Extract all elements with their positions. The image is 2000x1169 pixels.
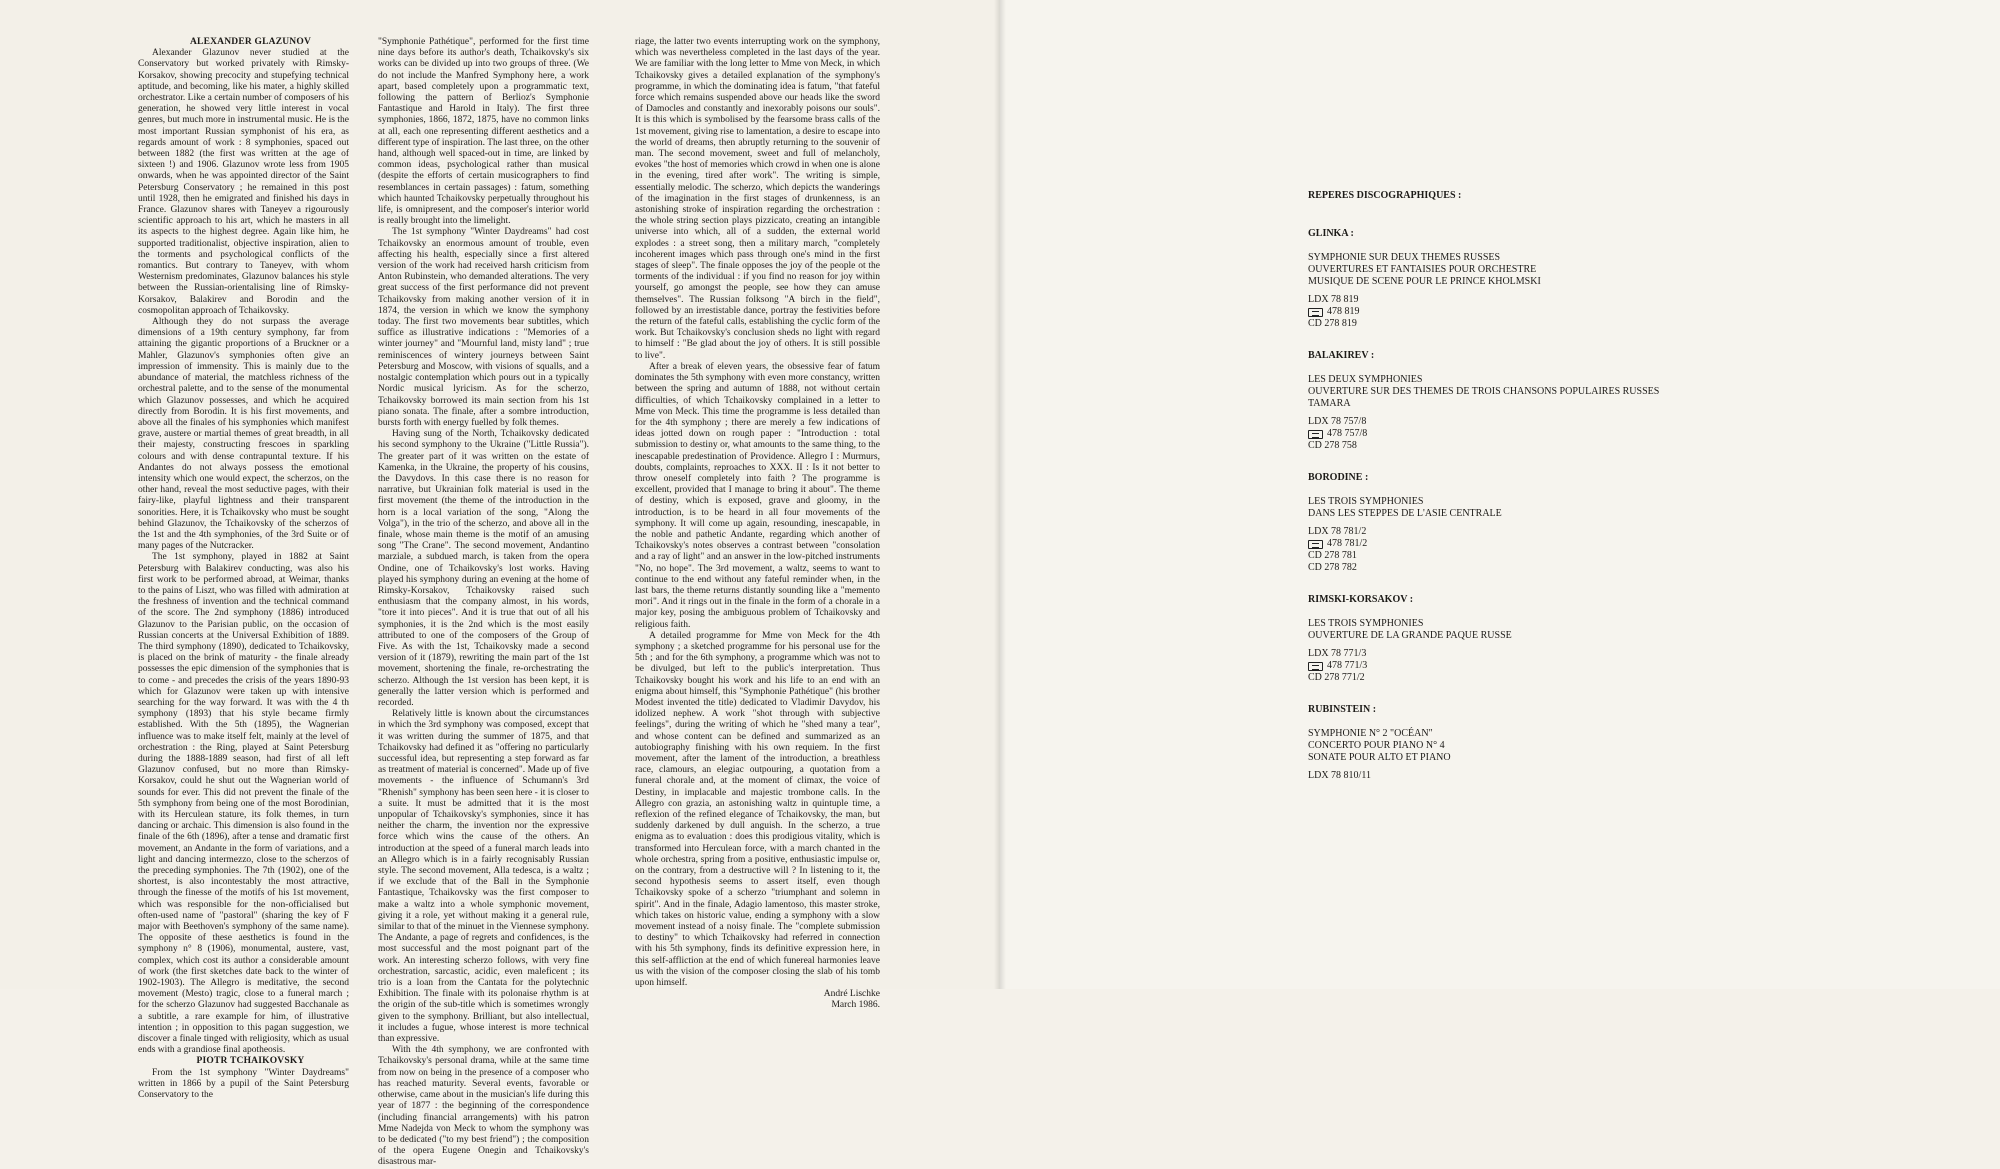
discography-entry [1308, 350, 1808, 452]
lp-catalog-number: LDX 78 810/11 [1308, 770, 1371, 781]
discography-title: REPERES DISCOGRAPHIQUES : [1308, 190, 1462, 201]
paragraph: The 1st symphony, played in 1882 at Saint Petersburg with Balakirev conducting, was also his first work to be performed abroad, at Weimar, thanks to the pains of Liszt, who was filled with admiration at the freshness of invention and the technical command of the score. The 2nd symphony (1886) introduced Glazunov to the Parisian public, on the occasion of Russian concerts at the Universal Exhibition of 1889. The third symphony (1890), dedicated to Tchaikovsky, is placed on the brink of maturity - the finale already possesses the epic dimension of the symphonies that is to come - and precedes the crisis of the years 1890-93 which for Glazunov were taken up with intensive searching for the way forward. It was with the 4 th symphony (1893) that his style became firmly established. With the 5th (1895), the Wagnerian influence was to make itself felt, mainly at the level of orchestration : the Ring, played at Saint Petersburg during the 1888-1889 season, had first of all left Glazunov confused, but no more than Rimsky-Korsakov, could he shut out the Wagnerian world of sounds for ever. This did not prevent the finale of the 5th symphony from being one of the most Borodinian, with its Herculean stature, its folk themes, in turn dancing or archaic. This dimension is also found in the finale of the 6th (1896), after a tense and dramatic first movement, an Andante in the form of variations, and a light and dancing intermezzo, close to the scherzos of the preceding symphonies. The 7th (1902), one of the shortest, is also incontestably the most attractive, through the finesse of the motifs of his 1st movement, which was responsible for the non-officialised but often-used name of "pastoral" (sharing the key of F major with Beethoven's symphony of the same name). The opposite of these aesthetics is found in the symphony n° 8 (1906), monumental, austere, vast, complex, which cost its author a considerable amount of work (the first sketches date back to the winter of 1902-1903). The Allegro is meditative, the second movement (Mesto) tragic, close to a funeral march ; for the scherzo Glazunov had suggested Bacchanale as a subtitle, a rare example for him, of illustrative intention ; in opposition to this pagan suggestion, we discover a finale tinged with religiosity, which as usual ends with a grandiose final apotheosis. [138, 552, 349, 1056]
cd-catalog-number: CD 278 771/2 [1308, 672, 1365, 683]
work-title: MUSIQUE DE SCENE POUR LE PRINCE KHOLMSKI [1308, 276, 1541, 287]
work-title: OUVERTURES ET FANTAISIES POUR ORCHESTRE [1308, 264, 1537, 275]
cassette-catalog-number: 478 819 [1308, 306, 1808, 318]
paragraph: Alexander Glazunov never studied at the Conservatory but worked privately with Rimsky-Korsakov, showing precocity and stupefying technical aptitude, and becoming, like his mater, a highly skilled orchestrator. Like a certain number of composers of his generation, he showed very little interest in vocal genres, but much more in instrumental music. He is the most important Russian symphonist of his era, as regards amount of work : 8 symphonies, spaced out between 1882 (the first was written at the age of sixteen !) and 1906. Glazunov wrote less from 1905 onwards, when he was appointed director of the Saint Petersburg Conservatory ; he remained in this post until 1928, then he emigrated and finished his days in France. Glazunov shares with Taneyev a rigourously scientific approach to his art, which he masters in all its aspects to the highest degree. Again like him, he supported traditionalist, objective inspiration, alien to the torments and psychological conflicts of the romantics. But contrary to Taneyev, with whom Westernism predominates, Glazunov balances his style between the Russian-orientalising line of Rimsky-Korsakov, Balakirev and Borodin and the cosmopolitan approach of Tchaikovsky. [138, 48, 349, 316]
work-title: LES TROIS SYMPHONIES [1308, 496, 1424, 507]
heading-glazunov: ALEXANDER GLAZUNOV [189, 37, 312, 47]
work-title: SYMPHONIE N° 2 "OCÉAN" [1308, 728, 1433, 739]
work-title: LES TROIS SYMPHONIES [1308, 618, 1424, 629]
paragraph: "Symphonie Pathétique", performed for the first time nine days before its author's death, Tchaikovsky's six works can be divided up into two groups of three. (We do not include the Manfred Symphony here, a work apart, based completely upon a programmatic text, following the pattern of Berlioz's Symphonie Fantastique and Harold in Italy). The first three symphonies, 1866, 1872, 1875, have no common links at all, each one representing different aesthetics and a different type of inspiration. The last three, on the other hand, although well spaced-out in time, are linked by common ideas, psychological rather than musical (despite the efforts of certain musicographers to find resemblances in certain passages) : fatum, something which haunted Tchaikovsky perpetually throughout his life, is omnipresent, and the composer's interior world is really brought into the limelight. [378, 37, 589, 227]
work-title: SYMPHONIE SUR DEUX THEMES RUSSES [1308, 252, 1501, 263]
paragraph: With the 4th symphony, we are confronted with Tchaikovsky's personal drama, while at the same time from now on being in the presence of a composer who has reached maturity. Several events, favorable or otherwise, came about in the musician's life during this year of 1877 : the beginning of the correspondence (including financial arrangements) with his patron Mme Nadejda von Meck to whom the symphony was to be dedicated ("to my best friend") ; the composition of the opera Eugene Onegin and Tchaikovsky's disastrous mar- [378, 1045, 589, 1168]
paragraph: riage, the latter two events interrupting work on the symphony, which was nevertheless completed in the last days of the year. We are familiar with the long letter to Mme von Meck, in which Tchaikovsky gives a detailed explanation of the symphony's programme, in which the dominating idea is fatum, "that fateful force which remains suspended above our heads like the sword of Damocles and constantly and inexorably poisons our souls". It is this which is symbolised by the fearsome brass calls of the 1st movement, giving rise to lamentation, a desire to escape into the world of dreams, then abruptly returning to the souvenir of man. The second movement, sweet and full of melancholy, evokes "the host of memories which crowd in when one is alone in the evening, tired after work". The writing is simple, essentially melodic. The scherzo, which depicts the wanderings of the imagination in the first stages of drunkenness, is an astonishing stroke of inspiration regarding the orchestration : the whole string section plays pizzicato, creating an intangible universe into which, all of a sudden, the external world explodes : a street song, then a military march, "completely incoherent images which pass through one's mind in the first stages of sleep". The finale opposes the joy of the people ot the torments of the individual : if you find no reason for joy within yourself, go amongst the people, see how they can amuse themselves". The Russian folksong "A birch in the field", followed by an irrestistable dance, portray the festivities before the return of the fateful calls, establishing the cyclic form of the work. But Tchaikovsky's conclusion sheds no light with regard to himself : "Be glad about the joy of others. It is still possible to live". [635, 37, 880, 361]
discography-entry [1308, 228, 1808, 330]
work-title: SONATE POUR ALTO ET PIANO [1308, 752, 1451, 763]
composer-name: RUBINSTEIN : [1308, 704, 1377, 715]
discography-entry [1308, 472, 1808, 574]
cassette-catalog-number: 478 771/3 [1308, 660, 1808, 672]
text-column-2 [378, 37, 589, 1168]
cd-catalog-number: CD 278 819 [1308, 318, 1357, 329]
paragraph: Although they do not surpass the average dimensions of a 19th century symphony, far from attaining the gigantic proportions of a Bruckner or a Mahler, Glazunov's symphonies often give an impression of immensity. This is mainly due to the abundance of material, the matchless richness of the orchestral palette, and to the sense of the monumental which Glazunov possesses, and which he acquired directly from Borodin. It is his first movements, and above all the finales of his symphonies which manifest grave, austere or martial themes of great breadth, in all their majesty, constructing frescoes in sparkling colours and with dense contrapuntal texture. If his Andantes do not always possess the emotional intensity which one would expect, the scherzos, on the other hand, reveal the most seductive pages, with their fairy-like, playful lightness and their transparent sonorities. Here, it is Tchaikovsky who must be sought behind Glazunov, the Tchaikovsky of the scherzos of the 1st and the 4th symphonies, of the 3rd Suite or of many pages of the Nutcracker. [138, 317, 349, 552]
composer-name: BORODINE : [1308, 472, 1369, 483]
cassette-icon [1308, 430, 1323, 439]
paragraph: Relatively little is known about the circumstances in which the 3rd symphony was composed, except that it was written during the summer of 1875, and that Tchaikovsky had defined it as "offering no particularly successful idea, but representing a step forward as far as treatment of material is concerned". Made up of five movements - the influence of Schumann's 3rd "Rhenish" symphony has been seen here - it is closer to a suite. It must be admitted that it is the most unpopular of Tchaikovsky's symphonies, since it has neither the charm, the invention nor the expressive force which wins the cause of the others. An introduction at the speed of a funeral march leads into an Allegro which is in a fairly recognisably Russian style. The second movement, Alla tedesca, is a waltz ; if we exclude that of the Ball in the Symphonie Fantastique, Tchaikovsky was the first composer to make a waltz into a whole symphonic movement, giving it a role, yet without making it a general rule, similar to that of the minuet in the Viennese symphony. The Andante, a page of regrets and confidences, is the most successful and the most poignant part of the work. An interesting scherzo follows, with very fine orchestration, sarcastic, acidic, even maleficent ; its trio is a loan from the Cantata for the polytechnic Exhibition. The finale with its polonaise rhythm is at the origin of the sub-title which is sometimes wrongly given to the symphony. Brilliant, but also intellectual, it includes a fugue, whose interest is more technical than expressive. [378, 709, 589, 1045]
heading-tchaikovsky: PIOTR TCHAIKOVSKY [196, 1056, 305, 1067]
lp-catalog-number: LDX 78 819 [1308, 294, 1359, 305]
page-gutter [994, 0, 1006, 989]
work-title: DANS LES STEPPES DE L'ASIE CENTRALE [1308, 508, 1502, 519]
cd-catalog-number: CD 278 758 [1308, 440, 1357, 451]
cassette-icon [1308, 308, 1323, 317]
paragraph: The 1st symphony "Winter Daydreams" had cost Tchaikovsky an enormous amount of trouble, even affecting his health, especially since a first altered version of the work had received harsh criticism from Anton Rubinstein, who demanded alterations. The very great success of the first performance did not prevent Tchaikovsky from making another version of it in 1874, the version in which we know the symphony today. The first two movements bear subtitles, which suffice as illustrative indications : "Memories of a winter journey" and "Mournful land, misty land" ; true reminiscences of wintery journeys between Saint Petersburg and Moscow, with visions of squalls, and a nostalgic contemplation which pours out in a typically Nordic musical lyricism. As for the scherzo, Tchaikovsky borrowed its main section from his 1st piano sonata. The finale, after a sombre introduction, bursts forth with energy fuelled by folk themes. [378, 227, 589, 428]
composer-name: BALAKIREV : [1308, 350, 1375, 361]
cassette-catalog-number: 478 757/8 [1308, 428, 1808, 440]
text-column-3 [635, 37, 880, 1011]
work-title: OUVERTURE SUR DES THEMES DE TROIS CHANSONS POPULAIRES RUSSES [1308, 386, 1660, 397]
lp-catalog-number: LDX 78 771/3 [1308, 648, 1367, 659]
work-title: OUVERTURE DE LA GRANDE PAQUE RUSSE [1308, 630, 1512, 641]
paragraph: After a break of eleven years, the obsessive fear of fatum dominates the 5th symphony with even more constancy, written between the spring and autumn of 1888, not without certain difficulties, of which Tchaikovsky complained in a letter to Mme von Meck. This time the programme is less detailed than for the 4th symphony ; there are merely a few indications of ideas jotted down on rough paper : "Introduction : total submission to destiny or, what amounts to the same thing, to the inescapable predestination of Providence. Allegro I : Murmurs, doubts, complaints, reproaches to XXX. II : Is it not better to throw oneself completely into faith ? The programme is excellent, provided that I manage to bring it about". The theme of destiny, which is exposed, grave and gloomy, in the introduction, is to be heard in all four movements of the symphony. It will come up again, resounding, inescapable, in the noble and pathetic Andante, regarding which another of Tchaikovsky's notes observes a contrast between "consolation and a ray of light" and an answer in the low-pitched instruments "No, no hope". The 3rd movement, a waltz, seems to want to continue to the end without any fateful reminder when, in the last bars, the theme returns distantly sounding like a "memento mori". And it rings out in the finale in the form of a chorale in a major key, posing the ambiguous problem of Tchaikovsky and religious faith. [635, 361, 880, 630]
cd-catalog-number: CD 278 782 [1308, 562, 1357, 573]
work-title: TAMARA [1308, 398, 1351, 409]
paragraph: From the 1st symphony "Winter Daydreams" written in 1866 by a pupil of the Saint Petersburg Conservatory to the [138, 1067, 349, 1101]
discography [1308, 190, 1808, 802]
lp-catalog-number: LDX 78 757/8 [1308, 416, 1367, 427]
discography-sections [1308, 228, 1808, 782]
composer-name: GLINKA : [1308, 228, 1354, 239]
text-column-1 [138, 37, 349, 1101]
lp-catalog-number: LDX 78 781/2 [1308, 526, 1367, 537]
author-signature: André Lischke [823, 989, 880, 1000]
cassette-catalog-number: 478 781/2 [1308, 538, 1808, 550]
signature-date: March 1986. [831, 1000, 880, 1011]
cassette-icon [1308, 662, 1323, 671]
discography-entry [1308, 704, 1808, 782]
work-title: LES DEUX SYMPHONIES [1308, 374, 1423, 385]
work-title: CONCERTO POUR PIANO N° 4 [1308, 740, 1445, 751]
paragraph: Having sung of the North, Tchaikovsky dedicated his second symphony to the Ukraine ("Little Russia"). The greater part of it was written on the estate of Kamenka, in the Ukraine, the property of his cousins, the Davydovs. In this case there is no reason for narrative, but Ukrainian folk material is used in the first movement (the theme of the introduction in the horn is a local variation of the song, "Along the Volga"), in the trio of the scherzo, and above all in the finale, whose main theme is the motif of an amusing song "The Crane". The second movement, Andantino marziale, a subdued march, is taken from the opera Ondine, one of Tchaikovsky's lost works. Having played his symphony during an evening at the home of Rimsky-Korsakov, Tchaikovsky raised such enthusiasm that the company almost, in his words, "tore it into pieces". And it is true that out of all his symphonies, it is the 2nd which is the most easily attributed to one of the composers of the Group of Five. As with the 1st, Tchaikovsky made a second version of it (1879), rewriting the main part of the 1st movement, shortening the finale, re-orchestrating the scherzo. Although the 1st version has been kept, it is generally the latter version which is performed and recorded. [378, 429, 589, 708]
cd-catalog-number: CD 278 781 [1308, 550, 1357, 561]
paragraph: A detailed programme for Mme von Meck for the 4th symphony ; a sketched programme for his personal use for the 5th ; and for the 6th symphony, a programme which was not to be divulged, but left to the public's interpretation. Thus Tchaikovsky bought his work and his life to an end with an enigma about himself, this "Symphonie Pathétique" (his brother Modest invented the title) dedicated to Vladimir Davydov, his idolized nephew. A work "shot through with subjective feelings", during the writing of which he "shed many a tear", and whose content can be defined and summarized as an autobiography finishing with his own requiem. In the first movement, after the lament of the introduction, a breathless race, clamours, an elegiac outpouring, a quotation from a funeral chorale and, at the moment of climax, the voice of Destiny, in implacable and majestic trombone calls. In the Allegro con grazia, an astonishing waltz in quintuple time, a reflexion of the refined elegance of Tchaikovsky, the man, but suddenly darkened by dull anguish. In the scherzo, a true enigma as to evaluation : does this prodigious vitality, which is transformed into Herculean force, with a march chanted in the whole orchestra, spring from a positive, enthusiastic impulse or, on the contrary, from a destructive will ? In listening to it, the second hypothesis seems to assert itself, even though Tchaikovsky spoke of a scherzo "triumphant and solemn in spirit". And in the finale, Adagio lamentoso, this master stroke, which takes on historic value, ending a symphony with a slow movement instead of a noisy finale. The "complete submission to destiny" to which Tchaikovsky had referred in connection with his 5th symphony, finds its definitive expression here, in this self-affliction at the end of which funereal harmonies leave us with the vision of the composer closing the slab of his tomb upon himself. [635, 630, 880, 989]
cassette-icon [1308, 540, 1323, 549]
composer-name: RIMSKI-KORSAKOV : [1308, 594, 1414, 605]
discography-entry [1308, 594, 1808, 684]
